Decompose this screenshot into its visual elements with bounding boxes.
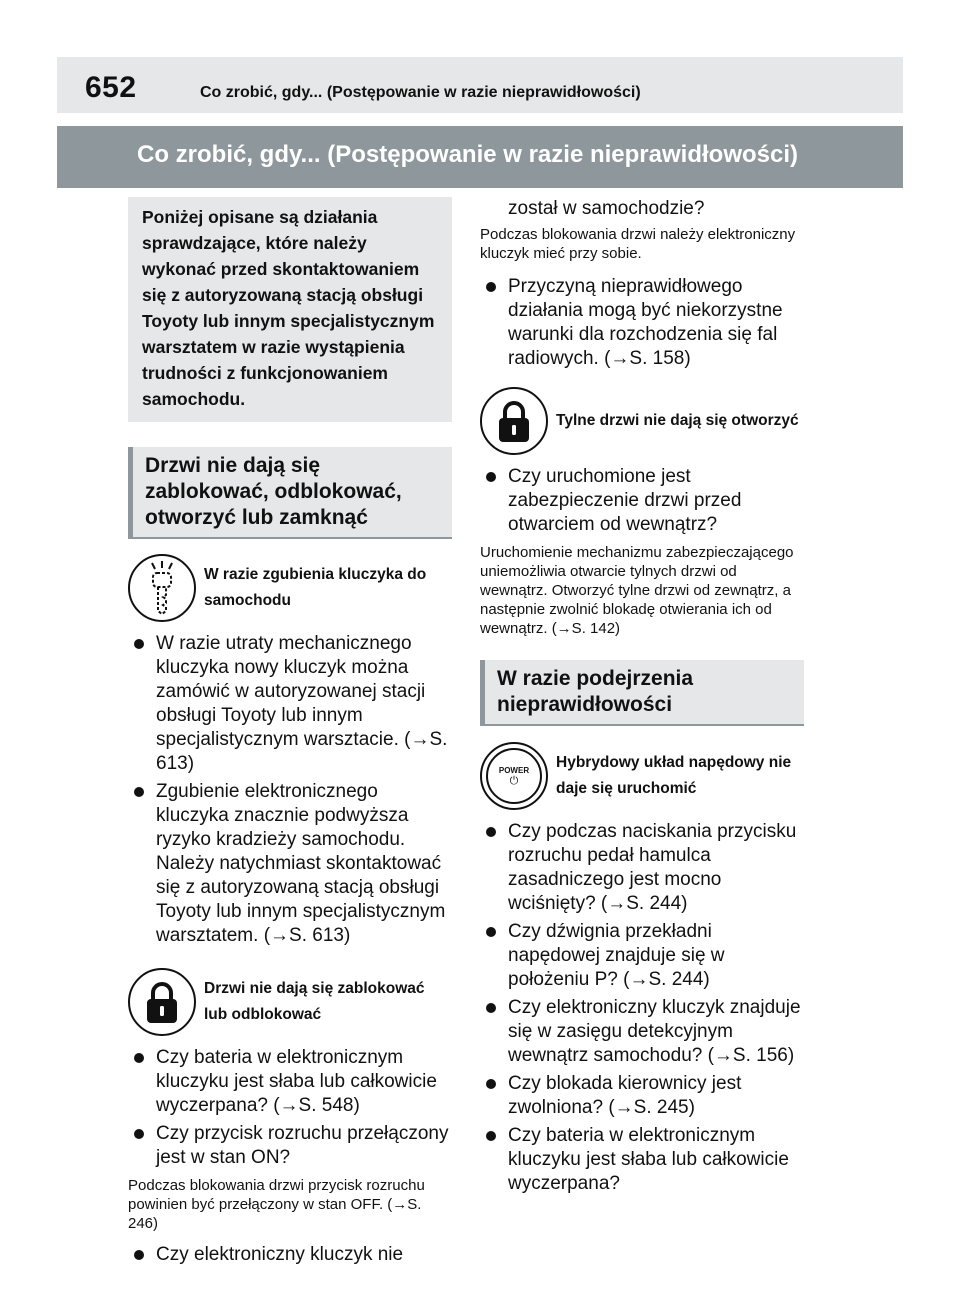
- power-symbol-icon: ⏻: [509, 774, 519, 787]
- bullet-text: Zgubienie elektronicznego kluczyka znacznie podwyższa ryzyko kradzieży samochodu. Należy natychmiast skontaktować się z autoryzowaną stacją obsługi Toyoty lub innym specjalistycznym warsztatem. (→S. 613): [156, 781, 446, 946]
- list-item: [480, 920, 804, 992]
- bullet-text: Czy dźwignia przekładni napędowej znajduje się w położeniu P? (→S. 244): [508, 921, 725, 990]
- bullet-text: Przyczyną nieprawidłowego działania mogą być niekorzystne warunki dla rozchodzenia się fal radiowych. (→S. 158): [508, 276, 783, 369]
- subhead-lost-key: [128, 554, 452, 622]
- bullet-text: Czy blokada kierownicy jest zwolniona? (→S. 245): [508, 1073, 742, 1118]
- left-column: [128, 197, 452, 1267]
- bullet-text: Czy bateria w elektronicznym kluczyku jest słaba lub całkowicie wyczerpana? (→S. 548): [156, 1047, 437, 1116]
- list-item: [128, 1243, 452, 1267]
- list-item: [128, 780, 452, 948]
- section-heading-doors: Drzwi nie dają się zablokować, odblokować, otworzyć lub zamknąć: [128, 447, 452, 539]
- bullet-dot: [486, 472, 496, 482]
- bullet-dot: [486, 1131, 496, 1141]
- bullet-dot: [486, 282, 496, 292]
- note-text: Podczas blokowania drzwi należy elektroniczny kluczyk mieć przy sobie.: [480, 226, 796, 262]
- bullet-dot: [486, 927, 496, 937]
- bullet-text: Czy elektroniczny kluczyk nie: [156, 1244, 404, 1265]
- list-item: [480, 1124, 804, 1196]
- bullet-dot: [486, 1079, 496, 1089]
- list-item: [480, 275, 804, 371]
- continued-text: został w samochodzie?: [508, 198, 705, 219]
- page-number: 652: [85, 71, 137, 104]
- bullet-text: Czy przycisk rozruchu przełączony jest w stan ON?: [156, 1123, 449, 1168]
- running-header: Co zrobić, gdy... (Postępowanie w razie nieprawidłowości): [200, 84, 641, 101]
- padlock-icon: [128, 968, 196, 1036]
- bullet-dot: [134, 639, 144, 649]
- list-item: [480, 1072, 804, 1120]
- subhead-label: W razie zgubienia kluczyka do samochodu: [204, 566, 427, 609]
- bullet-dot: [134, 787, 144, 797]
- section-heading-malfunction: W razie podejrzenia nieprawidłowości: [480, 660, 804, 726]
- list-item: [480, 820, 804, 916]
- subhead-label: Drzwi nie dają się zablokować lub odblokować: [204, 980, 425, 1023]
- power-label: POWER: [498, 765, 530, 775]
- bullet-dot: [134, 1250, 144, 1260]
- power-button-icon: [480, 742, 548, 810]
- bullet-text: Czy podczas naciskania przycisku rozruchu pedał hamulca zasadniczego jest mocno wciśnięty? (→S. 244): [508, 821, 797, 914]
- bullet-dot: [134, 1053, 144, 1063]
- right-column: [480, 197, 804, 1196]
- list-item: [480, 996, 804, 1068]
- bullet-text: W razie utraty mechanicznego kluczyka nowy kluczyk można zamówić w autoryzowanej stacji obsługi Toyoty lub innym specjalistycznym warsztacie. (→S. 613): [156, 633, 448, 774]
- subhead-label: Tylne drzwi nie dają się otworzyć: [556, 412, 799, 429]
- bullet-dot: [486, 1003, 496, 1013]
- subhead-label: Hybrydowy układ napędowy nie daje się uruchomić: [556, 754, 792, 797]
- bullet-text: Czy bateria w elektronicznym kluczyku jest słaba lub całkowicie wyczerpana?: [508, 1125, 789, 1194]
- list-item: [128, 1046, 452, 1118]
- padlock-icon: [480, 387, 548, 455]
- list-item: [480, 465, 804, 537]
- note-text: Uruchomienie mechanizmu zabezpieczającego uniemożliwia otwarcie tylnych drzwi od wewnątrz. Otworzyć tylne drzwi od zewnątrz, a następnie zwolnić blokadę otwierania ich od wewnątrz. (→S. 142): [480, 544, 794, 637]
- subhead-rear-doors: [480, 387, 804, 455]
- intro-box: Poniżej opisane są działania sprawdzające, które należy wykonać przed skontaktowaniem się z autoryzowaną stacją obsługi Toyoty lub innym specjalistycznym warsztatem w razie wystąpienia trudności z funkcjonowaniem samochodu.: [128, 197, 452, 422]
- bullet-dot: [486, 827, 496, 837]
- bullet-text: Czy uruchomione jest zabezpieczenie drzwi przed otwarciem od wewnątrz?: [508, 466, 742, 535]
- list-item: [128, 632, 452, 776]
- page-title: Co zrobić, gdy... (Postępowanie w razie nieprawidłowości): [137, 141, 798, 168]
- subhead-lock: [128, 968, 452, 1036]
- subhead-power: [480, 742, 804, 810]
- list-item: [128, 1122, 452, 1170]
- lost-key-icon: [128, 554, 196, 622]
- note-text: Podczas blokowania drzwi przycisk rozruchu powinien być przełączony w stan OFF. (→S. 246): [128, 1177, 425, 1232]
- bullet-text: Czy elektroniczny kluczyk znajduje się w zasięgu detekcyjnym wewnątrz samochodu? (→S. 156): [508, 997, 801, 1066]
- bullet-dot: [134, 1129, 144, 1139]
